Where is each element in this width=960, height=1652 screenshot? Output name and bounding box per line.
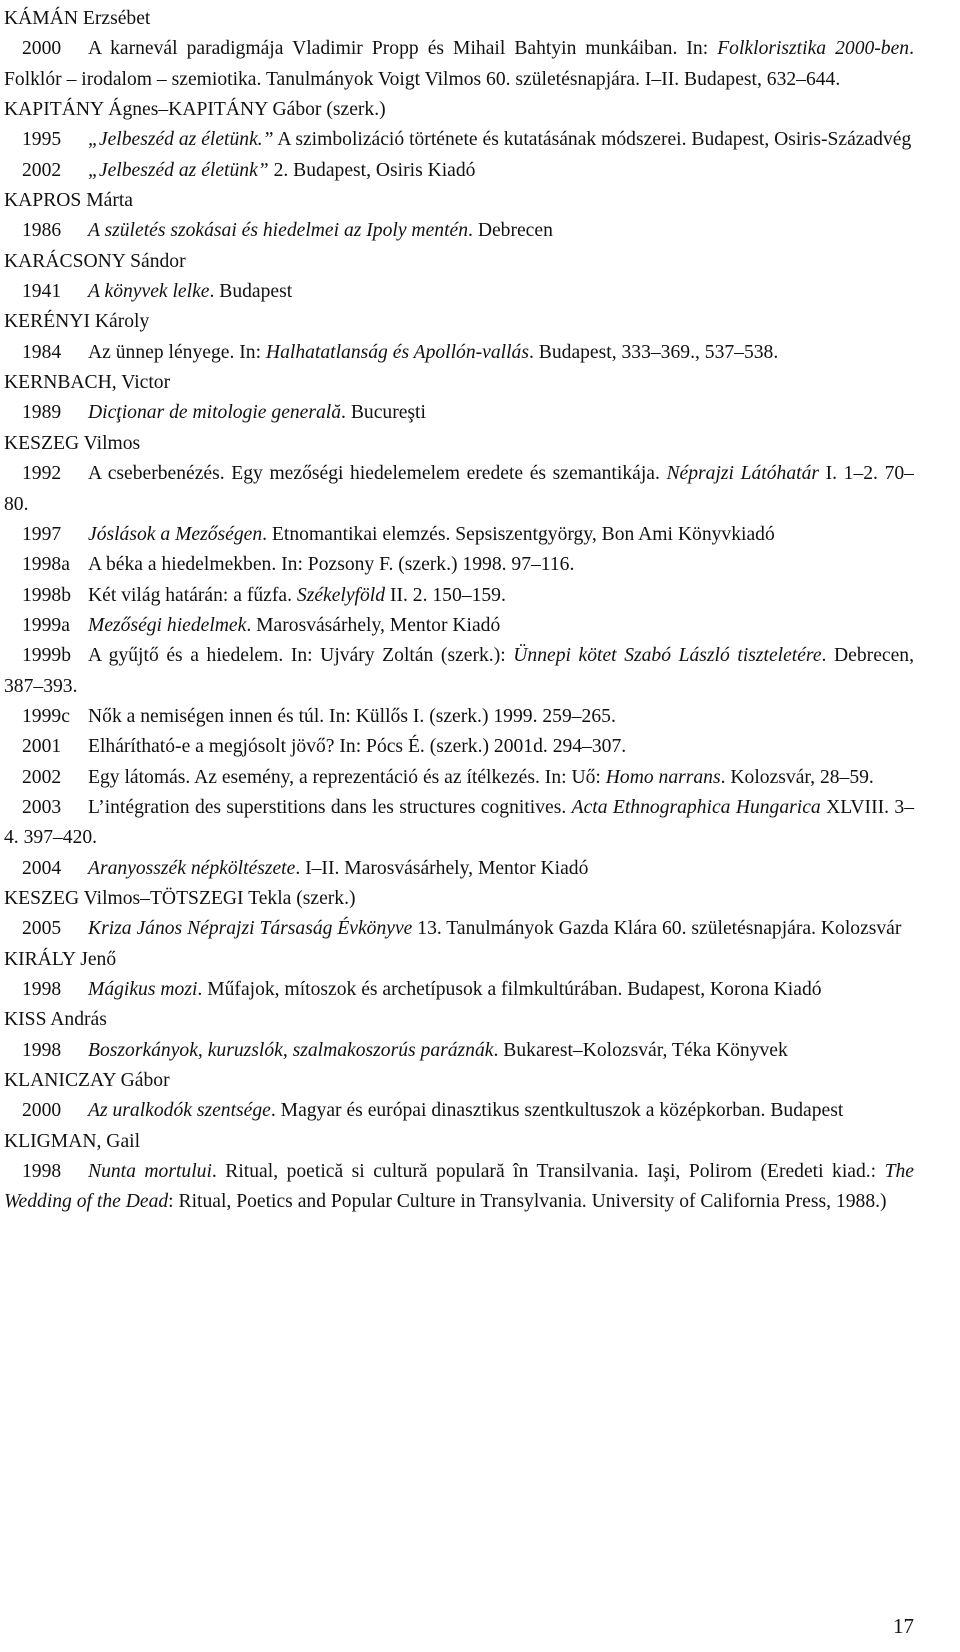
entry-text: . Folklór – irodalom – szemiotika. Tanulmányok Voigt Vilmos 60. születésnapjára. I–II. Budapest, 632–644.	[4, 38, 915, 90]
entry-text: Két világ határán: a fűzfa.	[88, 584, 297, 606]
italic-title: A születés szokásai és hiedelmei az Ipoly mentén	[88, 220, 469, 242]
author-heading: KLIGMAN, Gail	[4, 1130, 141, 1152]
entry-text: L’intégration des superstitions dans les structures cognitives.	[88, 796, 572, 818]
italic-title: Kriza János Néprajzi Társaság Évkönyve	[88, 918, 413, 940]
entry-year: 2002	[22, 766, 62, 788]
entry-year: 2001	[22, 736, 62, 758]
bibliography-entry	[4, 216, 914, 246]
bibliography-entry	[4, 732, 914, 762]
entry-year: 1999c	[22, 705, 70, 727]
bibliography-entry	[4, 398, 914, 428]
page-number: 17	[893, 1614, 914, 1638]
entry-text: A gyűjtő és a hiedelem. In: Ujváry Zoltán (szerk.):	[88, 645, 514, 667]
bibliography-entry	[4, 581, 914, 611]
entry-year: 1999a	[22, 614, 70, 636]
bibliography-entry	[4, 1157, 914, 1218]
italic-title: Mágikus mozi	[88, 979, 198, 1000]
italic-title: Boszorkányok, kuruzslók, szalmakoszorús paráznák	[88, 1039, 494, 1061]
bibliography-entry	[4, 338, 914, 368]
entry-year: 1999b	[22, 645, 71, 667]
entry-text: A cseberbenézés. Egy mezőségi hiedelemelem eredete és szemantikája.	[88, 463, 667, 485]
entry-text: . Magyar és európai dinasztikus szentkultuszok a középkorban. Budapest	[270, 1100, 844, 1122]
bibliography-entry	[4, 854, 914, 884]
entry-text: II. 2. 150–159.	[385, 584, 506, 606]
italic-title: Ünnepi kötet Szabó László tiszteletére	[513, 645, 822, 667]
entry-year: 1995	[22, 129, 62, 151]
author-heading: KISS András	[4, 1009, 107, 1031]
bibliography-entry	[4, 277, 914, 307]
entry-year: 1998	[22, 1161, 62, 1183]
author-heading: KAPROS Márta	[4, 190, 133, 212]
italic-title: „Jelbeszéd az életünk”	[88, 159, 269, 181]
entry-text: XLVIII. 3–4. 397–420.	[4, 796, 914, 849]
entry-year: 1998a	[22, 554, 70, 576]
entry-text: . Etnomantikai elemzés. Sepsiszentgyörgy, Bon Ami Könyvkiadó	[262, 523, 775, 545]
entry-text: . I–II. Marosvásárhely, Mentor Kiadó	[295, 857, 589, 879]
italic-title: Dicţionar de mitologie generală	[88, 402, 342, 424]
entry-year: 2005	[22, 918, 62, 940]
entry-year: 1941	[22, 281, 62, 303]
author-heading: KIRÁLY Jenő	[4, 948, 117, 970]
entry-year: 2004	[22, 857, 62, 879]
entry-year: 1992	[22, 463, 62, 485]
entry-text: 13. Tanulmányok Gazda Klára 60. születésnapjára. Kolozsvár	[412, 918, 902, 940]
italic-title: Jóslások a Mezőségen	[88, 523, 263, 545]
italic-title: Homo narrans	[605, 766, 721, 788]
bibliography-entry	[4, 641, 914, 702]
author-heading: KERÉNYI Károly	[4, 311, 150, 333]
italic-title: Székelyföld	[296, 584, 386, 606]
bibliography-entry	[4, 1036, 914, 1066]
bibliography-entry	[4, 459, 914, 520]
italic-title: Acta Ethnographica Hungarica	[571, 796, 821, 818]
author-heading: KÁMÁN Erzsébet	[4, 8, 151, 29]
entry-text: Elhárítható-e a megjósolt jövő? In: Pócs É. (szerk.) 2001d. 294–307.	[88, 736, 627, 758]
entry-text: Egy látomás. Az esemény, a reprezentáció és az ítélkezés. In: Uő:	[88, 766, 606, 788]
bibliography-page	[4, 4, 914, 1218]
entry-text: . Bucureşti	[341, 402, 426, 424]
entry-text: A béka a hiedelmekben. In: Pozsony F. (szerk.) 1998. 97–116.	[88, 554, 575, 576]
entry-text: . Marosvásárhely, Mentor Kiadó	[246, 614, 501, 636]
bibliography-entry	[4, 34, 914, 95]
author-heading: KESZEG Vilmos	[4, 432, 141, 454]
author-heading: KAPITÁNY Ágnes–KAPITÁNY Gábor (szerk.)	[4, 99, 386, 121]
bibliography-entry	[4, 793, 914, 854]
italic-title: Aranyosszék népköltészete	[88, 857, 296, 879]
bibliography-entry	[4, 763, 914, 793]
italic-title: Az uralkodók szentsége	[88, 1100, 271, 1122]
entry-text: A karnevál paradigmája Vladimir Propp és Mihail Bahtyin munkáiban. In:	[88, 38, 718, 60]
entry-text: . Műfajok, mítoszok és archetípusok a filmkultúrában. Budapest, Korona Kiadó	[197, 979, 822, 1000]
italic-title: Folklorisztika 2000-ben	[717, 38, 910, 60]
entry-text: Nők a nemiségen innen és túl. In: Küllős I. (szerk.) 1999. 259–265.	[88, 705, 616, 727]
entry-year: 1989	[22, 402, 62, 424]
bibliography-entry	[4, 550, 914, 580]
bibliography-entry	[4, 914, 914, 944]
author-heading: KERNBACH, Victor	[4, 372, 171, 394]
bibliography-entry	[4, 975, 914, 1005]
entry-year: 2002	[22, 159, 62, 181]
entry-year: 2000	[22, 1100, 62, 1122]
entry-text: . Bukarest–Kolozsvár, Téka Könyvek	[493, 1039, 788, 1061]
entry-year: 2000	[22, 38, 62, 60]
entry-year: 1998	[22, 1039, 62, 1061]
entry-text: I. 1–2. 70–80.	[4, 463, 914, 515]
entry-text: Az ünnep lényege. In:	[88, 341, 266, 363]
author-heading: KARÁCSONY Sándor	[4, 250, 186, 272]
italic-title: „Jelbeszéd az életünk.”	[88, 129, 274, 151]
entry-text: 2. Budapest, Osiris Kiadó	[268, 159, 476, 181]
bibliography-entry	[4, 156, 914, 186]
bibliography-entry	[4, 611, 914, 641]
entry-text: . Budapest, 333–369., 537–538.	[528, 341, 779, 363]
entry-text: . Debrecen	[468, 220, 553, 242]
entry-year: 1998b	[22, 584, 71, 606]
entry-text: . Debrecen, 387–393.	[4, 645, 914, 697]
entry-year: 1986	[22, 220, 62, 242]
entry-text: . Ritual, poetică si cultură populară în Transilvania. Iaşi, Polirom (Eredeti kiad.:	[211, 1161, 885, 1183]
entry-text: . Kolozsvár, 28–59.	[720, 766, 874, 788]
entry-year: 2003	[22, 796, 62, 818]
bibliography-entry	[4, 125, 914, 155]
author-heading: KESZEG Vilmos–TÖTSZEGI Tekla (szerk.)	[4, 887, 356, 909]
entry-year: 1984	[22, 341, 62, 363]
italic-title: Halhatatlanság és Apollón-vallás	[265, 341, 529, 363]
italic-title: Mezőségi hiedelmek	[88, 614, 247, 636]
author-heading: KLANICZAY Gábor	[4, 1070, 170, 1092]
entry-text: . Budapest	[209, 281, 293, 303]
bibliography-entry	[4, 520, 914, 550]
bibliography-entry	[4, 1096, 914, 1126]
entry-year: 1998	[22, 979, 62, 1000]
bibliography-entry	[4, 702, 914, 732]
italic-title: A könyvek lelke	[88, 281, 210, 303]
entry-text: : Ritual, Poetics and Popular Culture in Transylvania. University of California Press, 1988.)	[168, 1191, 887, 1213]
entry-year: 1997	[22, 523, 62, 545]
italic-title: Nunta mortului	[88, 1161, 212, 1183]
italic-title: The Wedding of the Dead	[4, 1161, 914, 1213]
italic-title: Néprajzi Látóhatár	[666, 463, 819, 485]
entry-text: A szimbolizáció története és kutatásának módszerei. Budapest, Osiris-Századvég	[273, 129, 912, 151]
